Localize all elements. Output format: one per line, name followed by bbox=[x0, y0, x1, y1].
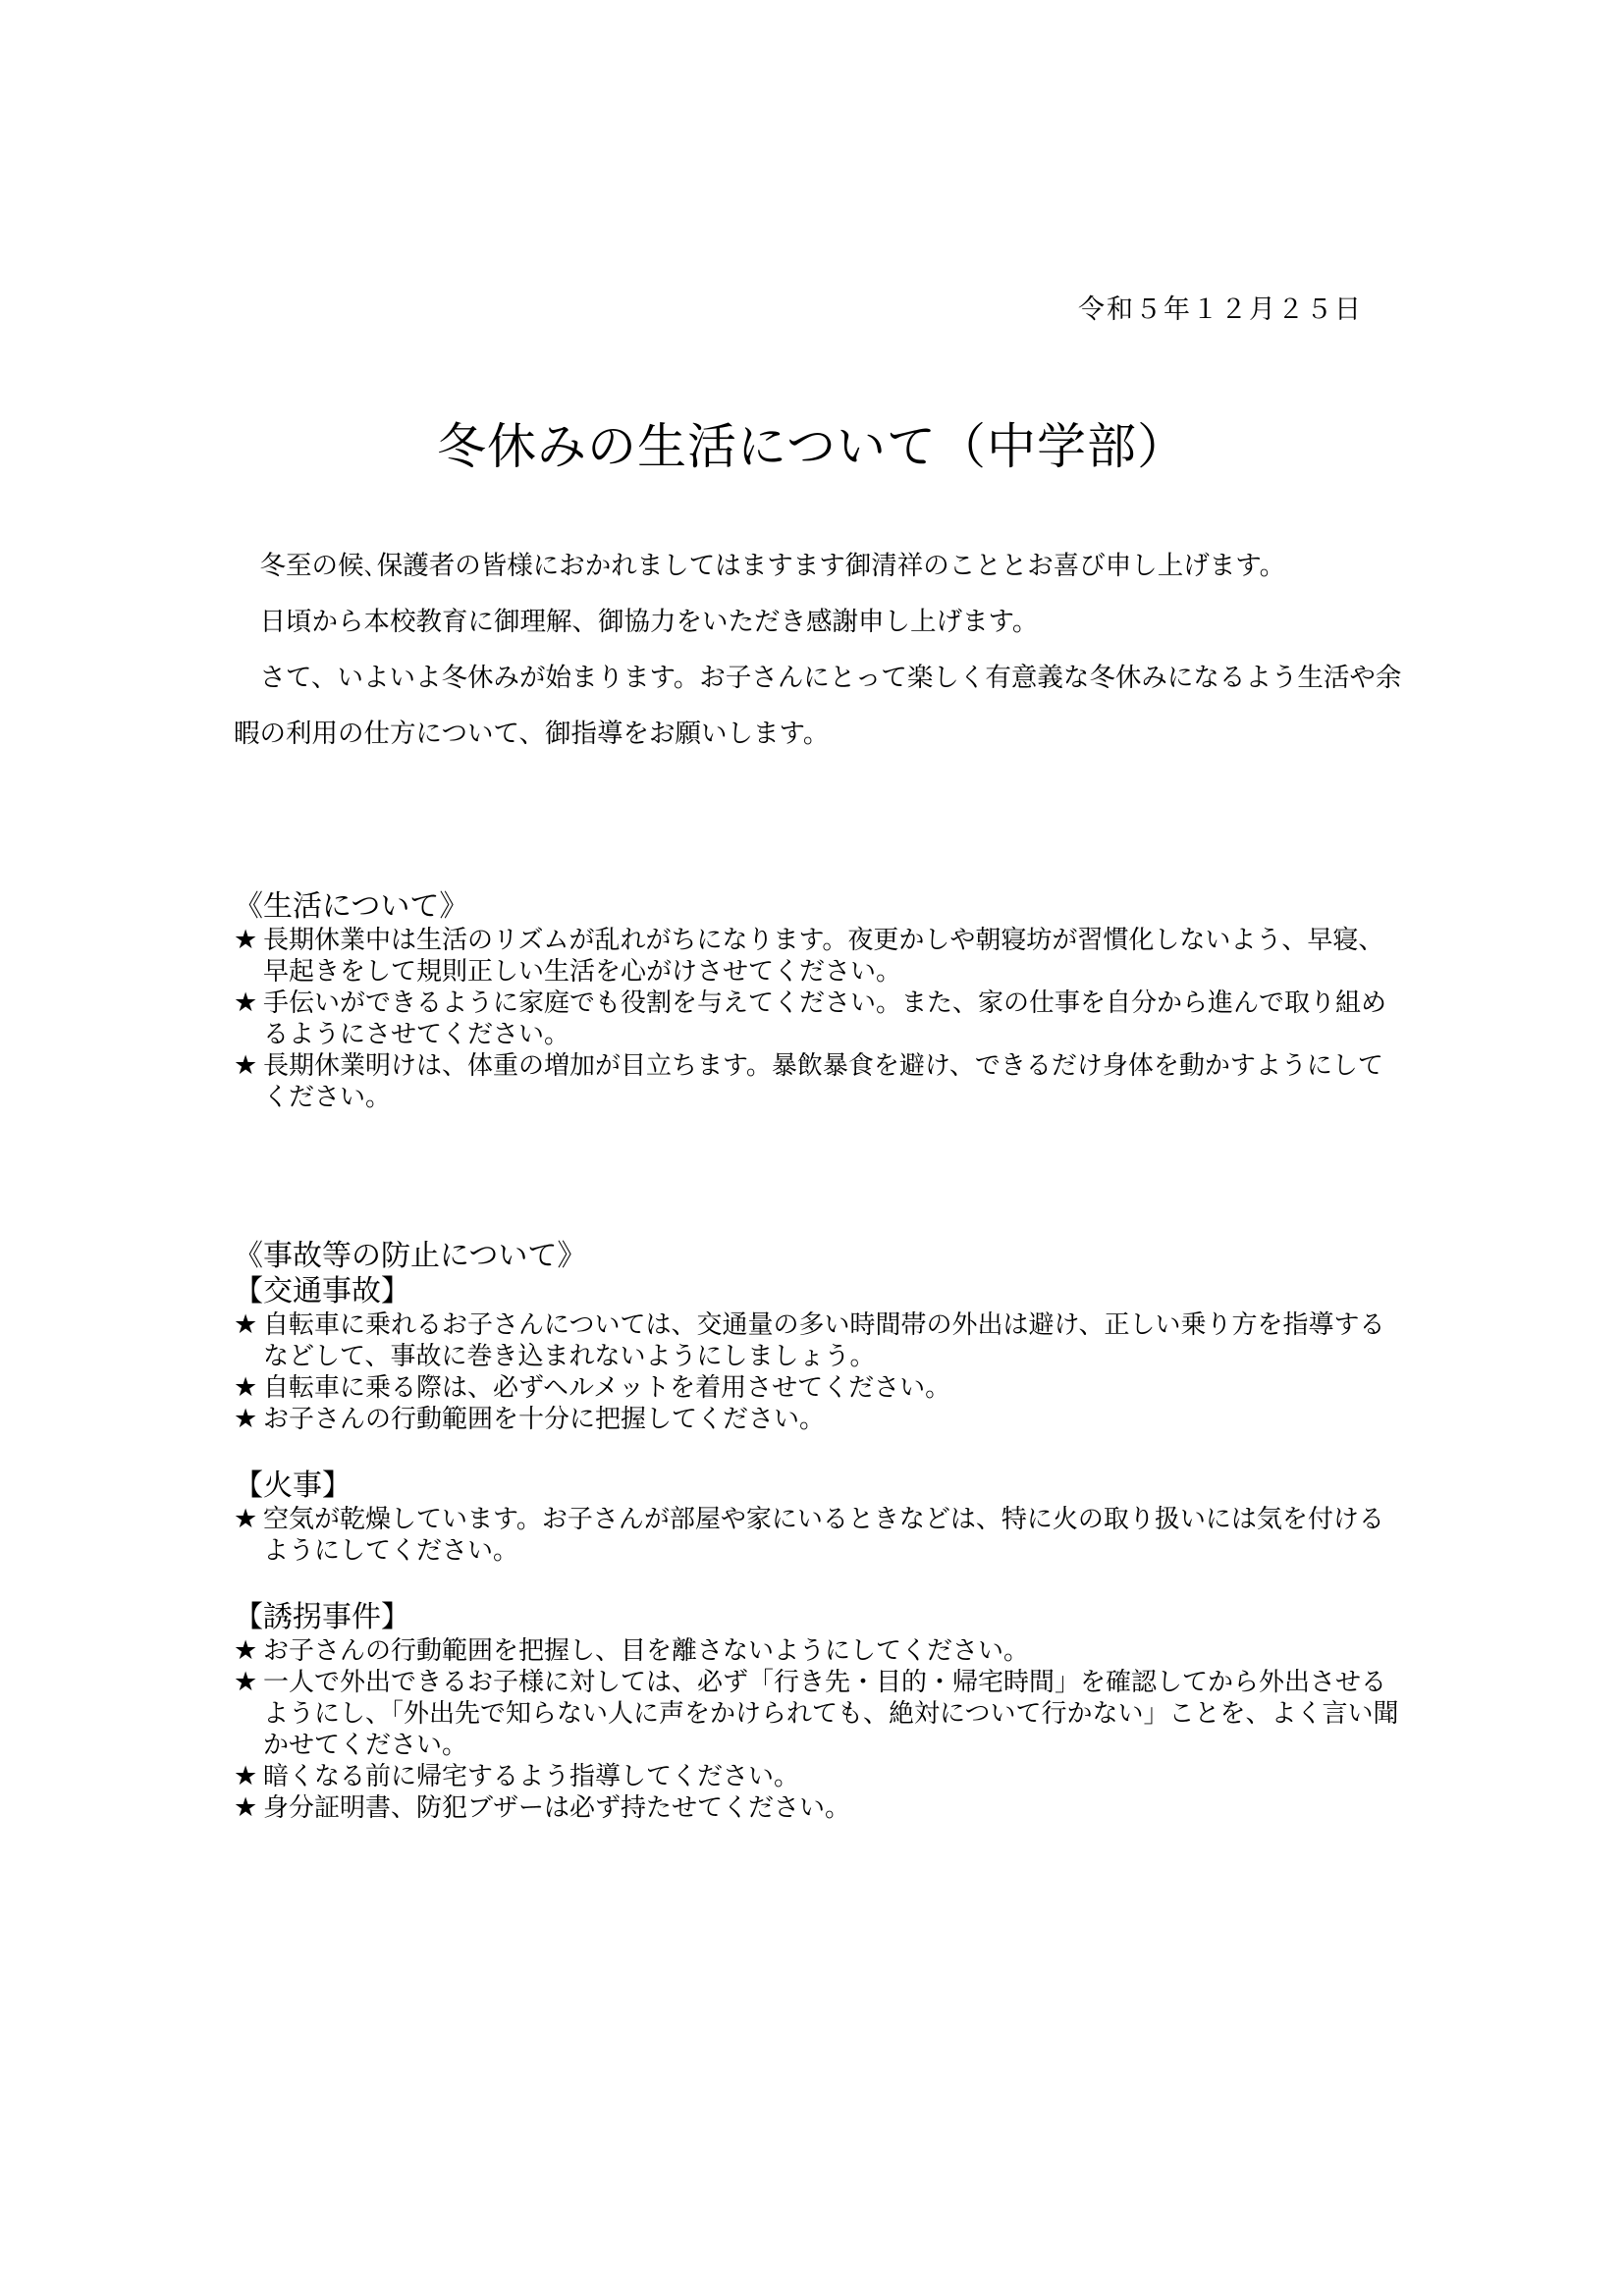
traffic-heading: 【交通事故】 bbox=[234, 1274, 410, 1308]
list-item: ★ 長期休業明けは、体重の増加が目立ちます。暴飲暴食を避け、できるだけ身体を動かすようにしてください。 bbox=[234, 1050, 1383, 1112]
star-icon: ★ bbox=[234, 1372, 258, 1403]
list-item: ★ 手伝いができるように家庭でも役割を与えてください。また、家の仕事を自分から進んで取り組めるようにさせてください。 bbox=[234, 988, 1387, 1049]
list-item: ★ 空気が乾燥しています。お子さんが部屋や家にいるときなどは、特に火の取り扱いには気を付けるようにしてください。 bbox=[234, 1504, 1384, 1566]
star-icon: ★ bbox=[234, 1504, 258, 1534]
list-item: ★ お子さんの行動範囲を十分に把握してください。 bbox=[234, 1404, 826, 1434]
traffic-list bbox=[234, 1309, 1402, 1435]
star-icon: ★ bbox=[234, 1792, 258, 1823]
fire-list bbox=[234, 1504, 1402, 1567]
list-item: ★ お子さんの行動範囲を把握し、目を離さないようにしてください。 bbox=[234, 1635, 1030, 1666]
list-item: ★ 長期休業中は生活のリズムが乱れがちになります。夜更かしや朝寝坊が習慣化しないよう、早寝、早起きをして規則正しい生活を心がけさせてください。 bbox=[234, 925, 1384, 987]
list-item: ★ 自転車に乗れるお子さんについては、交通量の多い時間帯の外出は避け、正しい乗り方を指導するなどして、事故に巻き込まれないようにしましょう。 bbox=[234, 1309, 1385, 1371]
accident-section bbox=[234, 1239, 1402, 1824]
document-date: 令和５年１２月２５日 bbox=[1078, 294, 1363, 325]
star-icon: ★ bbox=[234, 1667, 258, 1697]
life-section-heading: 《生活について》 bbox=[234, 889, 469, 924]
star-icon: ★ bbox=[234, 988, 258, 1018]
kidnap-list bbox=[234, 1635, 1402, 1824]
star-icon: ★ bbox=[234, 1050, 258, 1081]
star-icon: ★ bbox=[234, 1635, 258, 1666]
kidnap-heading: 【誘拐事件】 bbox=[234, 1600, 410, 1634]
list-item: ★ 自転車に乗る際は、必ずヘルメットを着用させてください。 bbox=[234, 1372, 951, 1403]
life-list bbox=[234, 925, 1402, 1113]
list-item: ★ 一人で外出できるお子様に対しては、必ず「行き先・目的・帰宅時間」を確認してから外出させるようにし、「外出先で知らない人に声をかけられても、絶対について行かない」ことを、よく言い聞かせてください。 bbox=[234, 1667, 1399, 1760]
greeting-paragraph bbox=[234, 538, 1402, 762]
fire-heading: 【火事】 bbox=[234, 1468, 352, 1503]
document-title: 冬休みの生活について（中学部） bbox=[437, 418, 1187, 475]
life-section bbox=[234, 889, 1402, 1113]
list-item: ★ 暗くなる前に帰宅するよう指導してください。 bbox=[234, 1761, 800, 1791]
greeting-line: さて、いよいよ冬休みが始まります。お子さんにとって楽しく有意義な冬休みになるよう生活や余暇の利用の仕方について、御指導をお願いします。 bbox=[234, 663, 1402, 749]
star-icon: ★ bbox=[234, 1761, 258, 1791]
star-icon: ★ bbox=[234, 1309, 258, 1340]
accident-section-heading: 《事故等の防止について》 bbox=[234, 1239, 587, 1273]
star-icon: ★ bbox=[234, 925, 258, 955]
list-item: ★ 身分証明書、防犯ブザーは必ず持たせてください。 bbox=[234, 1792, 851, 1823]
greeting-line: 冬至の候､保護者の皆様におかれましてはますます御清祥のこととお喜び申し上げます。 bbox=[259, 551, 1286, 581]
greeting-line: 日頃から本校教育に御理解、御協力をいただき感謝申し上げます。 bbox=[259, 607, 1039, 637]
star-icon: ★ bbox=[234, 1404, 258, 1434]
